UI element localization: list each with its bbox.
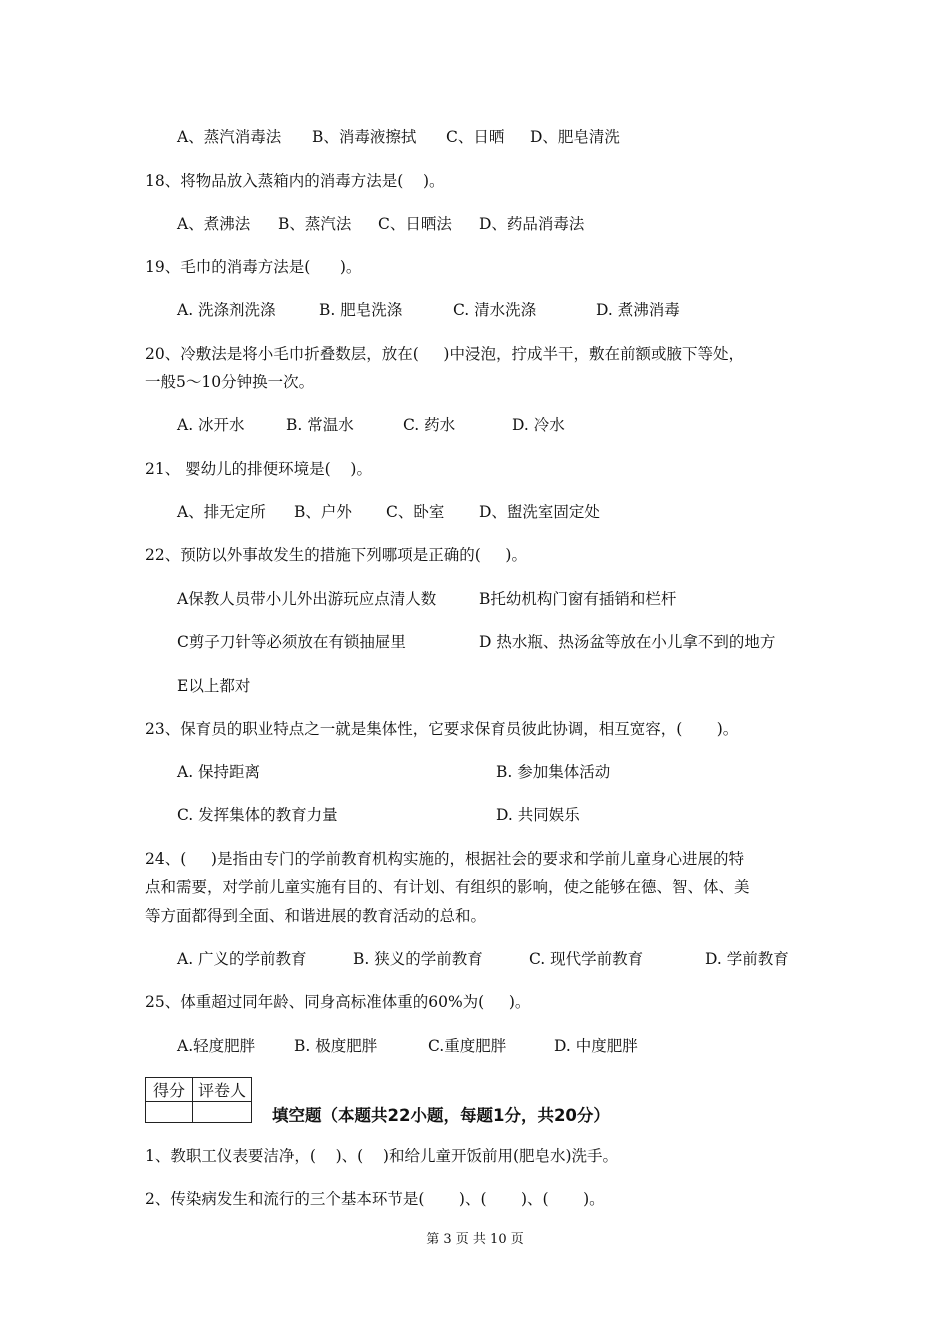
q24-option-a: A. 广义的学前教育	[177, 950, 307, 968]
q20-text-line1: 20、冷敷法是将小毛巾折叠数层，放在( )中浸泡，拧成半干，敷在前额或腋下等处，	[145, 345, 744, 363]
q23-option-d: D. 共同娱乐	[496, 806, 580, 824]
q17-option-b: B、消毒液擦拭	[312, 128, 417, 146]
q22-option-b: B托幼机构门窗有插销和栏杆	[479, 590, 677, 608]
q18-text: 18、将物品放入蒸箱内的消毒方法是( )。	[145, 172, 445, 190]
page-footer: 第 3 页 共 10 页	[426, 1232, 524, 1247]
fill1-text: 1、教职工仪表要洁净，( )、( )和给儿童开饭前用(肥皂水)洗手。	[145, 1147, 619, 1165]
q21-option-c: C、卧室	[386, 503, 445, 521]
q17-option-c: C、日晒	[446, 128, 505, 146]
q23-text: 23、保育员的职业特点之一就是集体性，它要求保育员彼此协调，相互宽容，( )。	[145, 720, 739, 738]
score-box	[145, 1077, 252, 1123]
q19-option-d: D. 煮沸消毒	[596, 301, 680, 319]
q19-option-c: C. 清水洗涤	[453, 301, 537, 319]
q25-option-b: B. 极度肥胖	[294, 1037, 378, 1055]
q24-option-b: B. 狭义的学前教育	[353, 950, 483, 968]
section-title: 填空题（本题共22小题，每题1分，共20分）	[272, 1106, 610, 1125]
q24-text-line1: 24、( )是指由专门的学前教育机构实施的，根据社会的要求和学前儿童身心进展的特	[145, 850, 744, 868]
q20-option-b: B. 常温水	[286, 416, 354, 434]
q22-option-c: C剪子刀针等必须放在有锁抽屉里	[177, 633, 406, 651]
q20-text-line2: 一般5～10分钟换一次。	[145, 373, 315, 391]
grader-label: 评卷人	[193, 1078, 252, 1102]
q21-option-b: B、户外	[294, 503, 352, 521]
q24-text-line3: 等方面都得到全面、和谐进展的教育活动的总和。	[145, 907, 487, 925]
q20-option-d: D. 冷水	[512, 416, 565, 434]
q19-text: 19、毛巾的消毒方法是( )。	[145, 258, 362, 276]
q25-option-c: C.重度肥胖	[428, 1037, 507, 1055]
q22-text: 22、预防以外事故发生的措施下列哪项是正确的( )。	[145, 546, 527, 564]
q20-option-a: A. 冰开水	[177, 416, 245, 434]
q21-option-d: D、盥洗室固定处	[479, 503, 600, 521]
q23-option-a: A. 保持距离	[177, 763, 261, 781]
q22-option-a: A保教人员带小儿外出游玩应点清人数	[177, 590, 437, 608]
q18-option-a: A、煮沸法	[177, 215, 251, 233]
fill2-text: 2、传染病发生和流行的三个基本环节是( )、( )、( )。	[145, 1190, 605, 1208]
q22-option-d: D 热水瓶、热汤盆等放在小儿拿不到的地方	[479, 633, 776, 651]
q21-text: 21、 婴幼儿的排便环境是( )。	[145, 460, 372, 478]
q18-option-b: B、蒸汽法	[278, 215, 352, 233]
q23-option-b: B. 参加集体活动	[496, 763, 611, 781]
q22-option-e: E以上都对	[177, 677, 251, 695]
q18-option-d: D、药品消毒法	[479, 215, 585, 233]
q25-option-d: D. 中度肥胖	[554, 1037, 638, 1055]
q25-option-a: A.轻度肥胖	[177, 1037, 256, 1055]
q23-option-c: C. 发挥集体的教育力量	[177, 806, 338, 824]
q24-option-d: D. 学前教育	[705, 950, 789, 968]
grader-cell	[193, 1102, 252, 1123]
q19-option-b: B. 肥皂洗涤	[319, 301, 403, 319]
q19-option-a: A. 洗涤剂洗涤	[177, 301, 276, 319]
q17-option-d: D、肥皂清洗	[530, 128, 620, 146]
q18-option-c: C、日晒法	[378, 215, 452, 233]
q24-text-line2: 点和需要，对学前儿童实施有目的、有计划、有组织的影响，使之能够在德、智、体、美	[145, 878, 750, 896]
q25-text: 25、体重超过同年龄、同身高标准体重的60%为( )。	[145, 993, 531, 1011]
q24-option-c: C. 现代学前教育	[529, 950, 644, 968]
score-cell	[146, 1102, 193, 1123]
score-label: 得分	[146, 1078, 193, 1102]
q20-option-c: C. 药水	[403, 416, 456, 434]
q21-option-a: A、排无定所	[177, 503, 266, 521]
q17-option-a: A、蒸汽消毒法	[177, 128, 282, 146]
